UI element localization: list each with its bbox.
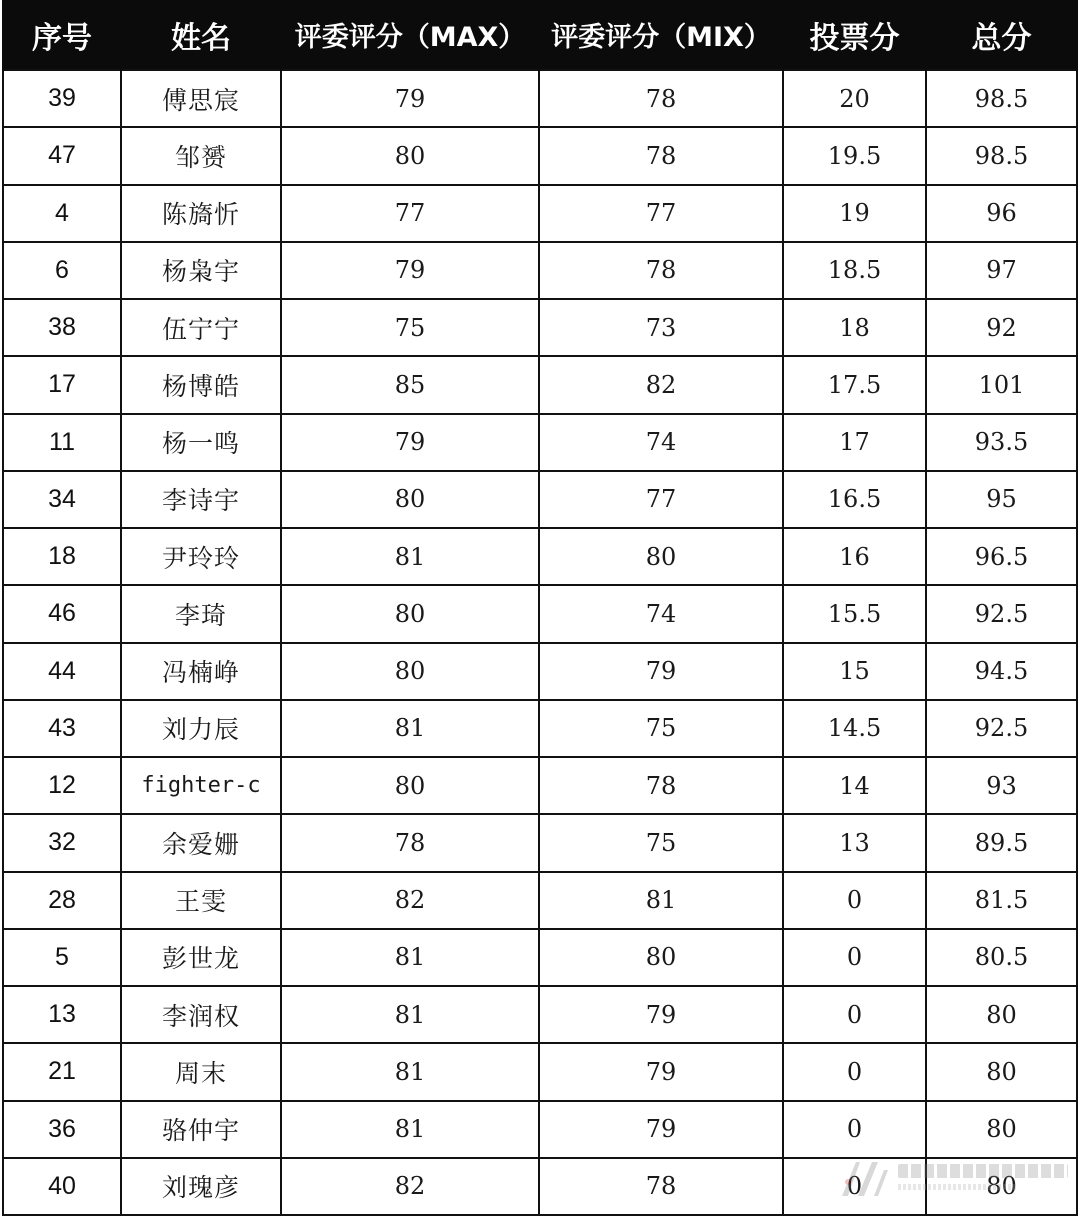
cell-no: 21 [3, 1043, 121, 1100]
cell-judge-max: 80 [281, 757, 539, 814]
cell-vote: 18 [783, 299, 926, 356]
cell-total: 93.5 [926, 414, 1077, 471]
cell-judge-mix: 79 [539, 643, 783, 700]
cell-name: 尹玲玲 [121, 528, 281, 585]
cell-judge-max: 80 [281, 585, 539, 642]
table-row [3, 872, 1077, 929]
table-row [3, 929, 1077, 986]
cell-name: 李琦 [121, 585, 281, 642]
cell-no: 12 [3, 757, 121, 814]
cell-vote: 17.5 [783, 356, 926, 413]
cell-judge-max: 75 [281, 299, 539, 356]
table-row [3, 986, 1077, 1043]
cell-name: 傅思宸 [121, 70, 281, 127]
cell-vote: 0 [783, 1043, 926, 1100]
cell-total: 98.5 [926, 127, 1077, 184]
cell-no: 47 [3, 127, 121, 184]
cell-vote: 0 [783, 986, 926, 1043]
cell-name: 杨博皓 [121, 356, 281, 413]
cell-total: 94.5 [926, 643, 1077, 700]
cell-judge-mix: 78 [539, 242, 783, 299]
cell-total: 92.5 [926, 585, 1077, 642]
cell-total: 81.5 [926, 872, 1077, 929]
cell-judge-max: 80 [281, 471, 539, 528]
cell-total: 92.5 [926, 700, 1077, 757]
cell-judge-mix: 78 [539, 70, 783, 127]
cell-vote: 0 [783, 929, 926, 986]
cell-name: 余爱姗 [121, 814, 281, 871]
cell-judge-max: 81 [281, 700, 539, 757]
cell-judge-mix: 82 [539, 356, 783, 413]
cell-no: 5 [3, 929, 121, 986]
cell-vote: 19.5 [783, 127, 926, 184]
table-row [3, 242, 1077, 299]
cell-vote: 18.5 [783, 242, 926, 299]
cell-no: 32 [3, 814, 121, 871]
cell-no: 4 [3, 185, 121, 242]
cell-vote: 0 [783, 1158, 926, 1215]
table-row [3, 1101, 1077, 1158]
cell-judge-mix: 80 [539, 528, 783, 585]
cell-total: 80 [926, 1101, 1077, 1158]
header-no: 序号 [3, 0, 121, 70]
table-row [3, 414, 1077, 471]
header-vote: 投票分 [783, 0, 926, 70]
cell-name: 伍宁宁 [121, 299, 281, 356]
cell-no: 11 [3, 414, 121, 471]
cell-judge-mix: 74 [539, 414, 783, 471]
cell-judge-mix: 79 [539, 986, 783, 1043]
cell-judge-mix: 75 [539, 700, 783, 757]
cell-vote: 14 [783, 757, 926, 814]
cell-total: 80 [926, 1043, 1077, 1100]
table-row [3, 757, 1077, 814]
table-row [3, 643, 1077, 700]
table-row [3, 299, 1077, 356]
cell-total: 96.5 [926, 528, 1077, 585]
cell-name: 邹赟 [121, 127, 281, 184]
cell-no: 17 [3, 356, 121, 413]
cell-judge-mix: 80 [539, 929, 783, 986]
cell-name: 陈旖忻 [121, 185, 281, 242]
cell-total: 80 [926, 1158, 1077, 1215]
cell-judge-max: 81 [281, 1101, 539, 1158]
cell-judge-mix: 81 [539, 872, 783, 929]
cell-judge-max: 82 [281, 872, 539, 929]
cell-judge-mix: 79 [539, 1101, 783, 1158]
cell-total: 101 [926, 356, 1077, 413]
table-row [3, 1158, 1077, 1215]
cell-judge-max: 81 [281, 986, 539, 1043]
table-row [3, 185, 1077, 242]
cell-no: 36 [3, 1101, 121, 1158]
cell-no: 40 [3, 1158, 121, 1215]
cell-no: 18 [3, 528, 121, 585]
cell-judge-mix: 75 [539, 814, 783, 871]
table-row [3, 127, 1077, 184]
table-row [3, 585, 1077, 642]
cell-judge-max: 79 [281, 70, 539, 127]
cell-no: 38 [3, 299, 121, 356]
cell-vote: 15 [783, 643, 926, 700]
score-table [2, 0, 1078, 1216]
table-row [3, 814, 1077, 871]
cell-no: 39 [3, 70, 121, 127]
cell-judge-max: 77 [281, 185, 539, 242]
cell-vote: 0 [783, 1101, 926, 1158]
cell-total: 93 [926, 757, 1077, 814]
cell-total: 80 [926, 986, 1077, 1043]
cell-name: 冯楠峥 [121, 643, 281, 700]
cell-no: 28 [3, 872, 121, 929]
cell-vote: 0 [783, 872, 926, 929]
cell-judge-max: 80 [281, 127, 539, 184]
cell-judge-mix: 74 [539, 585, 783, 642]
cell-name: 李润权 [121, 986, 281, 1043]
cell-judge-mix: 78 [539, 757, 783, 814]
cell-no: 6 [3, 242, 121, 299]
table-row [3, 700, 1077, 757]
cell-judge-max: 78 [281, 814, 539, 871]
cell-vote: 20 [783, 70, 926, 127]
cell-judge-max: 80 [281, 643, 539, 700]
cell-judge-max: 82 [281, 1158, 539, 1215]
table-row [3, 356, 1077, 413]
cell-vote: 16 [783, 528, 926, 585]
header-judge-max: 评委评分（MAX） [281, 0, 539, 70]
cell-vote: 15.5 [783, 585, 926, 642]
table-row [3, 1043, 1077, 1100]
cell-judge-max: 81 [281, 929, 539, 986]
cell-total: 95 [926, 471, 1077, 528]
table-row [3, 70, 1077, 127]
cell-name: 杨一鸣 [121, 414, 281, 471]
cell-name: 刘力辰 [121, 700, 281, 757]
cell-no: 43 [3, 700, 121, 757]
cell-vote: 19 [783, 185, 926, 242]
cell-name: 李诗宇 [121, 471, 281, 528]
header-row [3, 0, 1077, 70]
table-body [3, 70, 1077, 1215]
score-sheet [2, 0, 1076, 1212]
cell-judge-mix: 78 [539, 1158, 783, 1215]
cell-name: 刘瑰彦 [121, 1158, 281, 1215]
cell-name: 彭世龙 [121, 929, 281, 986]
cell-judge-mix: 77 [539, 471, 783, 528]
cell-name: 杨枭宇 [121, 242, 281, 299]
cell-judge-max: 81 [281, 1043, 539, 1100]
cell-judge-mix: 78 [539, 127, 783, 184]
cell-name: 骆仲宇 [121, 1101, 281, 1158]
cell-total: 97 [926, 242, 1077, 299]
table-row [3, 528, 1077, 585]
cell-judge-max: 85 [281, 356, 539, 413]
header-judge-mix: 评委评分（MIX） [539, 0, 783, 70]
cell-name: fighter-c [121, 757, 281, 814]
cell-total: 92 [926, 299, 1077, 356]
cell-vote: 17 [783, 414, 926, 471]
cell-no: 44 [3, 643, 121, 700]
cell-judge-max: 79 [281, 414, 539, 471]
cell-name: 王雯 [121, 872, 281, 929]
cell-vote: 14.5 [783, 700, 926, 757]
table-row [3, 471, 1077, 528]
cell-judge-mix: 77 [539, 185, 783, 242]
header-total: 总分 [926, 0, 1077, 70]
cell-total: 98.5 [926, 70, 1077, 127]
header-name: 姓名 [121, 0, 281, 70]
cell-no: 46 [3, 585, 121, 642]
cell-no: 34 [3, 471, 121, 528]
cell-vote: 16.5 [783, 471, 926, 528]
cell-total: 89.5 [926, 814, 1077, 871]
cell-judge-max: 81 [281, 528, 539, 585]
cell-total: 96 [926, 185, 1077, 242]
cell-judge-mix: 79 [539, 1043, 783, 1100]
cell-judge-mix: 73 [539, 299, 783, 356]
cell-judge-max: 79 [281, 242, 539, 299]
cell-vote: 13 [783, 814, 926, 871]
cell-no: 13 [3, 986, 121, 1043]
cell-total: 80.5 [926, 929, 1077, 986]
cell-name: 周末 [121, 1043, 281, 1100]
